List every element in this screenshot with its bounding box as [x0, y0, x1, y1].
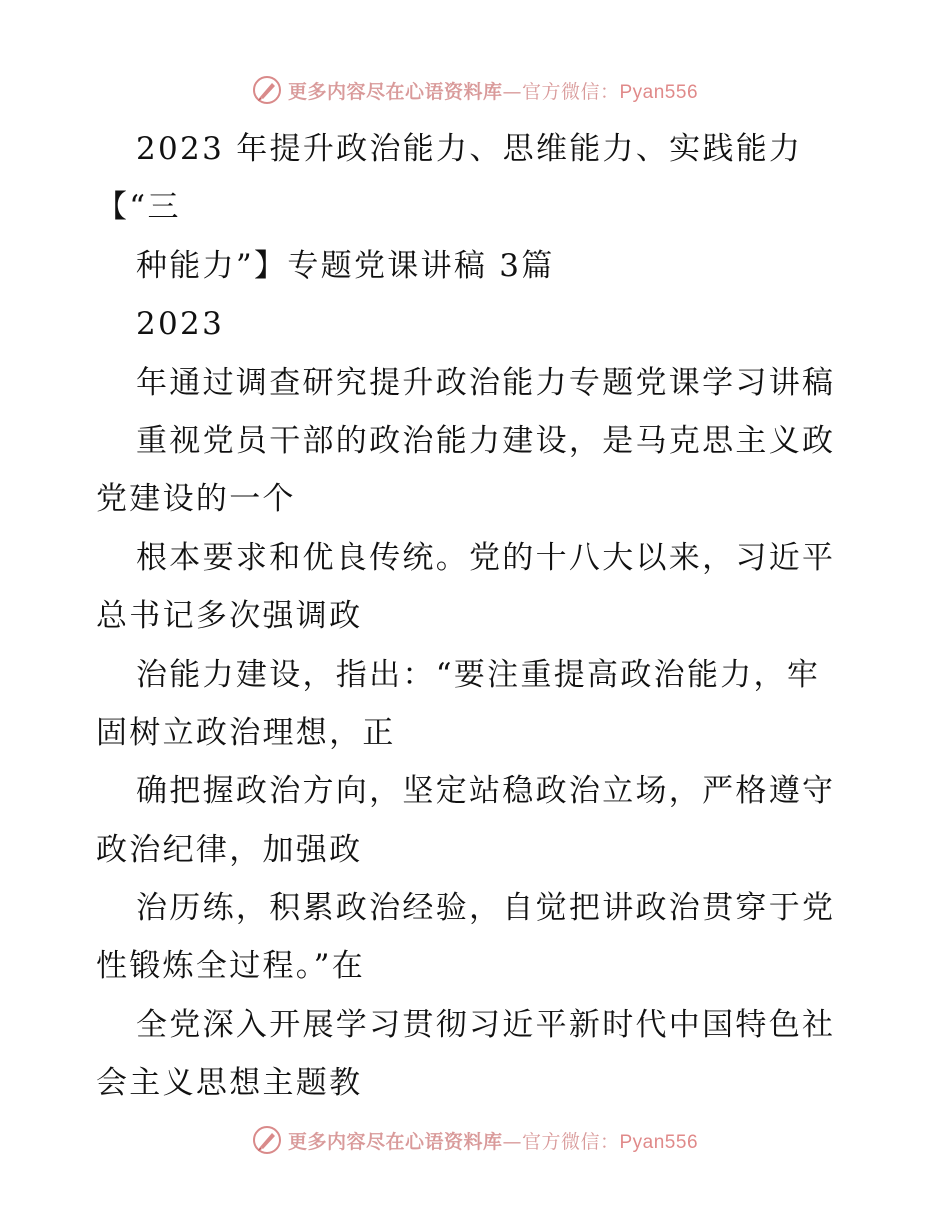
watermark-text — [288, 77, 698, 104]
watermark-main-text: 更多内容尽在心语资料库 — [287, 80, 503, 103]
watermark-sub-text: 官方微信： — [521, 80, 620, 103]
paragraph-line: 确把握政治方向，坚定站稳政治立场，严格遵守 — [136, 773, 836, 810]
paragraph-line: 重视党员干部的政治能力建设，是马克思主义政 — [136, 422, 836, 459]
paragraph-line: 治历练，积累政治经验，自觉把讲政治贯穿于党 — [136, 890, 836, 927]
watermark-separator: — — [502, 80, 522, 103]
header-watermark — [0, 70, 950, 110]
title-line-3: 种能力”】专题党课讲稿 3篇 — [136, 247, 555, 284]
title-line-1: 2023 年提升政治能力、思维能力、实践能力 — [136, 131, 803, 167]
paragraph-line: 总书记多次强调政 — [96, 598, 363, 635]
paragraph-line: 性锻炼全过程。”在 — [96, 948, 366, 985]
paragraph-line: 根本要求和优良传统。党的十八大以来，习近平 — [136, 539, 836, 576]
document-body — [96, 120, 856, 1113]
paragraph-line: 政治纪律，加强政 — [96, 831, 363, 868]
subtitle-year: 2023 — [136, 306, 225, 343]
watermark-text — [288, 1127, 698, 1154]
watermark-wechat-id: Pyan556 — [619, 1131, 699, 1153]
paragraph-line: 治能力建设，指出：“要注重提高政治能力，牢 — [136, 656, 821, 693]
quill-logo-icon — [252, 1125, 282, 1155]
footer-watermark — [0, 1120, 950, 1160]
paragraph-line: 固树立政治理想，正 — [96, 714, 396, 751]
paragraph-line: 会主义思想主题教 — [96, 1065, 363, 1102]
subtitle-line: 年通过调查研究提升政治能力专题党课学习讲稿 — [136, 364, 836, 401]
title-line-2: 【“三 — [96, 189, 181, 226]
watermark-wechat-id: Pyan556 — [619, 81, 699, 103]
watermark-sub-text: 官方微信： — [521, 1130, 620, 1153]
paragraph-line: 党建设的一个 — [96, 481, 296, 518]
quill-logo-icon — [252, 75, 282, 105]
watermark-main-text: 更多内容尽在心语资料库 — [287, 1130, 503, 1153]
watermark-separator: — — [502, 1130, 522, 1153]
paragraph-line: 全党深入开展学习贯彻习近平新时代中国特色社 — [136, 1006, 836, 1043]
